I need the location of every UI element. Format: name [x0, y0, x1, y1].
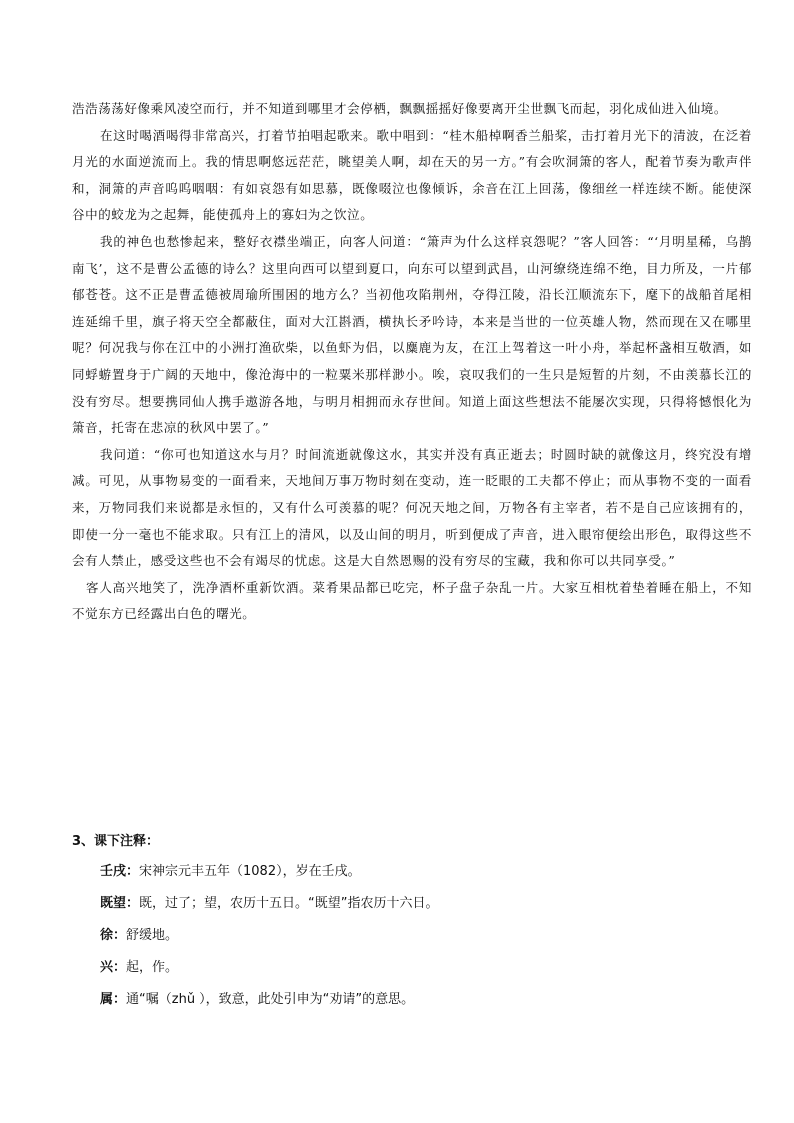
translation-paragraph: 在这时喝酒喝得非常高兴，打着节拍唱起歌来。歌中唱到：“桂木船棹啊香兰船桨，击打着月光下的清波，在泛着月光的水面逆流而上。我的情思啊悠远茫茫，眺望美人啊，却在天的另一方。”有会吹洞箫的客人，配着节奏为歌声伴和，洞箫的声音呜呜咽咽：有如哀怨有如思慕，既像啜泣也像倾诉，余音在江上回荡，像细丝一样连续不断。能使深谷中的蛟龙为之起舞，能使孤舟上的寡妇为之饮泣。: [72, 127, 752, 223]
note-item: [100, 892, 760, 924]
note-text: 宋神宗元丰五年（1082），岁在壬戌。: [139, 864, 361, 879]
note-text: 既，过了；望，农历十五日。“既望”指农历十六日。: [139, 896, 439, 911]
note-text: 舒缓地。: [126, 928, 179, 943]
translation-text: [72, 96, 752, 628]
translation-paragraph: 我问道：“你可也知道这水与月？时间流逝就像这水，其实并没有真正逝去；时圆时缺的就像这月，终究没有增减。可见，从事物易变的一面看来，天地间万事万物时刻在变动，连一眨眼的工夫都不停止；而从事物不变的一面看来，万物同我们来说都是永恒的，又有什么可羡慕的呢？何况天地之间，万物各有主宰者，若不是自己应该拥有的，即使一分一毫也不能求取。只有江上的清风，以及山间的明月，听到便成了声音，进入眼帘便绘出形色，取得这些不会有人禁止，感受这些也不会有竭尽的忧虑。这是大自然恩赐的没有穷尽的宝藏，我和你可以共同享受。”: [72, 446, 752, 569]
note-term: 属：: [100, 992, 127, 1007]
note-item: [100, 860, 760, 892]
note-term: 壬戌：: [100, 864, 140, 879]
translation-paragraph: 我的神色也愁惨起来，整好衣襟坐端正，向客人问道：“箫声为什么这样哀怨呢？”客人回答：“‘月明星稀，乌鹊南飞’，这不是曹公孟德的诗么？这里向西可以望到夏口，向东可以望到武昌，山河缭绕连绵不绝，目力所及，一片郁郁苍苍。这不正是曹孟德被周瑜所围困的地方么？当初他攻陷荆州，夺得江陵，沿长江顺流东下，麾下的战船首尾相连延绵千里，旗子将天空全都蔽住，面对大江斟酒，横执长矛吟诗，本来是当世的一位英雄人物，然而现在又在哪里呢？何况我与你在江中的小洲打渔砍柴，以鱼虾为侣，以麋鹿为友，在江上驾着这一叶小舟，举起杯盏相互敬酒，如同蜉蝣置身于广阔的天地中，像沧海中的一粒粟米那样渺小。唉，哀叹我们的一生只是短暂的片刻，不由羡慕长江的没有穷尽。想要携同仙人携手遨游各地，与明月相拥而永存世间。知道上面这些想法不能屡次实现，只得将憾恨化为箫音，托寄在悲凉的秋风中罢了。”: [72, 233, 752, 436]
section-heading: 3、课下注释：: [72, 834, 160, 849]
translation-paragraph: 客人高兴地笑了，洗净酒杯重新饮酒。菜肴果品都已吃完，杯子盘子杂乱一片。大家互相枕着垫着睡在船上，不知不觉东方已经露出白色的曙光。: [72, 579, 752, 622]
note-item: [100, 924, 760, 956]
note-term: 既望：: [100, 896, 140, 911]
note-item: [100, 956, 760, 988]
notes-list: [100, 860, 760, 1020]
note-text: 起，作。: [126, 960, 179, 975]
note-term: 徐：: [100, 928, 127, 943]
note-text: 通“嘱（zhǔ ），致意，此处引申为“劝请”的意思。: [126, 992, 415, 1007]
note-term: 兴：: [100, 960, 127, 975]
note-item: [100, 988, 760, 1020]
translation-paragraph: 浩浩荡荡好像乘风凌空而行，并不知道到哪里才会停栖，飘飘摇摇好像要离开尘世飘飞而起，羽化成仙进入仙境。: [72, 101, 728, 116]
